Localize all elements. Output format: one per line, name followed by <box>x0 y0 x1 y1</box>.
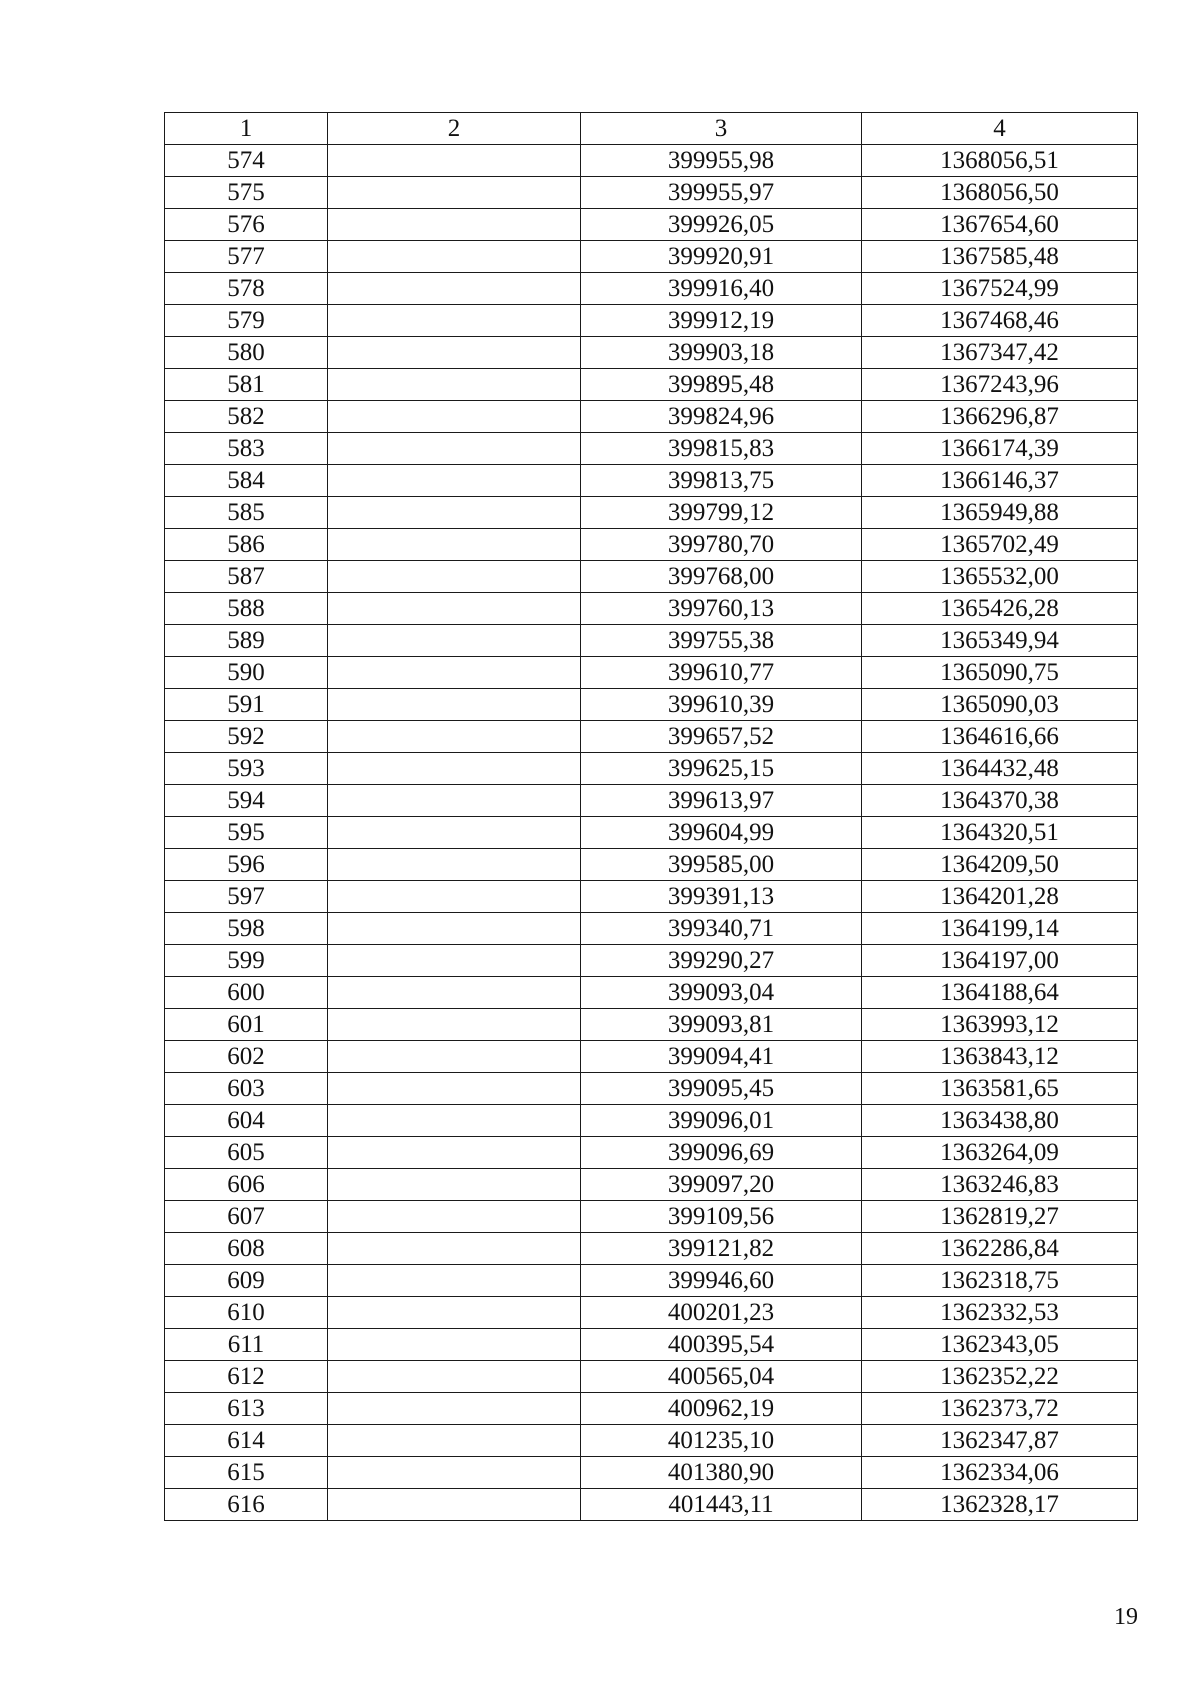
table-cell-col-1: 582 <box>165 401 328 433</box>
table-cell-col-3: 399096,69 <box>581 1137 862 1169</box>
table-cell-col-1: 586 <box>165 529 328 561</box>
table-cell-col-4: 1365090,03 <box>862 689 1138 721</box>
table-cell-col-1: 592 <box>165 721 328 753</box>
table-cell-col-2 <box>328 433 581 465</box>
table-cell-col-3: 399610,77 <box>581 657 862 689</box>
table-cell-col-4: 1362332,53 <box>862 1297 1138 1329</box>
table-cell-col-4: 1365090,75 <box>862 657 1138 689</box>
table-cell-col-3: 400962,19 <box>581 1393 862 1425</box>
table-row <box>165 241 1138 273</box>
table-cell-col-3: 399955,98 <box>581 145 862 177</box>
table-cell-col-1: 591 <box>165 689 328 721</box>
table-cell-col-2 <box>328 945 581 977</box>
table-cell-col-2 <box>328 1073 581 1105</box>
table-cell-col-2 <box>328 849 581 881</box>
table-cell-col-1: 613 <box>165 1393 328 1425</box>
table-cell-col-1: 612 <box>165 1361 328 1393</box>
table-row <box>165 593 1138 625</box>
table-cell-col-1: 610 <box>165 1297 328 1329</box>
table-cell-col-4: 1363264,09 <box>862 1137 1138 1169</box>
table-cell-col-2 <box>328 977 581 1009</box>
table-cell-col-3: 400565,04 <box>581 1361 862 1393</box>
table-cell-col-1: 600 <box>165 977 328 1009</box>
table-cell-col-2 <box>328 273 581 305</box>
table-cell-col-1: 615 <box>165 1457 328 1489</box>
table-cell-col-4: 1366174,39 <box>862 433 1138 465</box>
table-cell-col-4: 1367585,48 <box>862 241 1138 273</box>
table-cell-col-4: 1364432,48 <box>862 753 1138 785</box>
table-cell-col-1: 579 <box>165 305 328 337</box>
table-cell-col-4: 1363993,12 <box>862 1009 1138 1041</box>
table-row <box>165 1233 1138 1265</box>
table-row <box>165 1041 1138 1073</box>
table-cell-col-3: 401443,11 <box>581 1489 862 1521</box>
table-cell-col-4: 1363246,83 <box>862 1169 1138 1201</box>
table-cell-col-3: 399109,56 <box>581 1201 862 1233</box>
coordinates-table <box>164 112 1138 1521</box>
table-cell-col-1: 578 <box>165 273 328 305</box>
table-row <box>165 1425 1138 1457</box>
table-row <box>165 689 1138 721</box>
table-body <box>165 145 1138 1521</box>
table-cell-col-1: 597 <box>165 881 328 913</box>
table-cell-col-1: 575 <box>165 177 328 209</box>
table-cell-col-1: 589 <box>165 625 328 657</box>
table-cell-col-4: 1367347,42 <box>862 337 1138 369</box>
table-row <box>165 849 1138 881</box>
table-row <box>165 337 1138 369</box>
table-row <box>165 1105 1138 1137</box>
table-cell-col-3: 400201,23 <box>581 1297 862 1329</box>
table-row <box>165 1329 1138 1361</box>
table-cell-col-2 <box>328 145 581 177</box>
table-cell-col-3: 399096,01 <box>581 1105 862 1137</box>
table-cell-col-2 <box>328 785 581 817</box>
table-cell-col-3: 399657,52 <box>581 721 862 753</box>
table-cell-col-3: 399391,13 <box>581 881 862 913</box>
table-cell-col-1: 599 <box>165 945 328 977</box>
table-cell-col-1: 596 <box>165 849 328 881</box>
table-cell-col-1: 603 <box>165 1073 328 1105</box>
table-row <box>165 433 1138 465</box>
table-cell-col-3: 399121,82 <box>581 1233 862 1265</box>
table-cell-col-1: 607 <box>165 1201 328 1233</box>
table-cell-col-4: 1367654,60 <box>862 209 1138 241</box>
table-cell-col-3: 399955,97 <box>581 177 862 209</box>
table-cell-col-3: 399604,99 <box>581 817 862 849</box>
table-row <box>165 273 1138 305</box>
table-cell-col-4: 1366296,87 <box>862 401 1138 433</box>
table-row <box>165 1361 1138 1393</box>
table-cell-col-3: 399290,27 <box>581 945 862 977</box>
table-row <box>165 529 1138 561</box>
table-cell-col-1: 609 <box>165 1265 328 1297</box>
table-cell-col-2 <box>328 401 581 433</box>
table-cell-col-4: 1363581,65 <box>862 1073 1138 1105</box>
table-cell-col-2 <box>328 1041 581 1073</box>
table-cell-col-2 <box>328 465 581 497</box>
table-cell-col-1: 598 <box>165 913 328 945</box>
table-row <box>165 945 1138 977</box>
table-row <box>165 561 1138 593</box>
table-cell-col-1: 602 <box>165 1041 328 1073</box>
table-cell-col-3: 399093,04 <box>581 977 862 1009</box>
table-row <box>165 465 1138 497</box>
table-cell-col-2 <box>328 657 581 689</box>
table-header <box>165 113 1138 145</box>
table-row <box>165 1297 1138 1329</box>
table-row <box>165 1457 1138 1489</box>
table-cell-col-2 <box>328 305 581 337</box>
table-row <box>165 401 1138 433</box>
table-cell-col-4: 1363843,12 <box>862 1041 1138 1073</box>
table-cell-col-1: 574 <box>165 145 328 177</box>
table-cell-col-1: 580 <box>165 337 328 369</box>
table-cell-col-4: 1362318,75 <box>862 1265 1138 1297</box>
table-cell-col-2 <box>328 561 581 593</box>
header-row <box>165 113 1138 145</box>
table-cell-col-2 <box>328 1009 581 1041</box>
table-cell-col-4: 1363438,80 <box>862 1105 1138 1137</box>
table-cell-col-2 <box>328 881 581 913</box>
table-cell-col-4: 1364209,50 <box>862 849 1138 881</box>
table-cell-col-2 <box>328 1361 581 1393</box>
table-cell-col-4: 1362328,17 <box>862 1489 1138 1521</box>
table-cell-col-1: 601 <box>165 1009 328 1041</box>
table-cell-col-4: 1365426,28 <box>862 593 1138 625</box>
table-cell-col-3: 399920,91 <box>581 241 862 273</box>
table-cell-col-3: 399916,40 <box>581 273 862 305</box>
table-row <box>165 177 1138 209</box>
header-col-3: 3 <box>581 113 862 145</box>
table-row <box>165 1265 1138 1297</box>
table-cell-col-3: 399946,60 <box>581 1265 862 1297</box>
table-row <box>165 817 1138 849</box>
table-cell-col-3: 399815,83 <box>581 433 862 465</box>
table-cell-col-1: 577 <box>165 241 328 273</box>
table-cell-col-3: 399895,48 <box>581 369 862 401</box>
table-cell-col-1: 594 <box>165 785 328 817</box>
table-row <box>165 753 1138 785</box>
table-cell-col-4: 1362343,05 <box>862 1329 1138 1361</box>
table-cell-col-3: 399613,97 <box>581 785 862 817</box>
table-cell-col-4: 1362373,72 <box>862 1393 1138 1425</box>
table-cell-col-2 <box>328 1425 581 1457</box>
table-cell-col-3: 399625,15 <box>581 753 862 785</box>
table-row <box>165 657 1138 689</box>
table-cell-col-4: 1364197,00 <box>862 945 1138 977</box>
table-cell-col-2 <box>328 1137 581 1169</box>
table-cell-col-4: 1368056,51 <box>862 145 1138 177</box>
table-cell-col-3: 399903,18 <box>581 337 862 369</box>
table-row <box>165 1073 1138 1105</box>
table-cell-col-2 <box>328 177 581 209</box>
table-cell-col-2 <box>328 209 581 241</box>
table-row <box>165 785 1138 817</box>
table-cell-col-2 <box>328 913 581 945</box>
table-cell-col-1: 587 <box>165 561 328 593</box>
table-row <box>165 977 1138 1009</box>
table-cell-col-4: 1364201,28 <box>862 881 1138 913</box>
table-cell-col-3: 399340,71 <box>581 913 862 945</box>
table-cell-col-1: 605 <box>165 1137 328 1169</box>
table-cell-col-3: 399799,12 <box>581 497 862 529</box>
table-cell-col-1: 584 <box>165 465 328 497</box>
table-cell-col-4: 1362352,22 <box>862 1361 1138 1393</box>
table-cell-col-4: 1364188,64 <box>862 977 1138 1009</box>
table-cell-col-2 <box>328 1489 581 1521</box>
table-cell-col-2 <box>328 625 581 657</box>
header-col-1: 1 <box>165 113 328 145</box>
table-row <box>165 1169 1138 1201</box>
table-cell-col-4: 1367524,99 <box>862 273 1138 305</box>
table-cell-col-4: 1362286,84 <box>862 1233 1138 1265</box>
page-number: 19 <box>1114 1604 1138 1630</box>
table-cell-col-4: 1367243,96 <box>862 369 1138 401</box>
table-cell-col-3: 399093,81 <box>581 1009 862 1041</box>
table-cell-col-3: 399912,19 <box>581 305 862 337</box>
header-col-2: 2 <box>328 113 581 145</box>
table-cell-col-2 <box>328 689 581 721</box>
table-cell-col-2 <box>328 497 581 529</box>
table-cell-col-3: 399768,00 <box>581 561 862 593</box>
table-cell-col-2 <box>328 721 581 753</box>
table-cell-col-4: 1364370,38 <box>862 785 1138 817</box>
table-cell-col-2 <box>328 593 581 625</box>
table-row <box>165 1489 1138 1521</box>
table-cell-col-4: 1364320,51 <box>862 817 1138 849</box>
table-row <box>165 497 1138 529</box>
table-cell-col-1: 614 <box>165 1425 328 1457</box>
table-cell-col-3: 399926,05 <box>581 209 862 241</box>
table-cell-col-4: 1365532,00 <box>862 561 1138 593</box>
table-cell-col-1: 608 <box>165 1233 328 1265</box>
table-cell-col-1: 595 <box>165 817 328 849</box>
table-cell-col-3: 399094,41 <box>581 1041 862 1073</box>
table-cell-col-3: 401235,10 <box>581 1425 862 1457</box>
table-row <box>165 1009 1138 1041</box>
table-cell-col-4: 1367468,46 <box>862 305 1138 337</box>
table-row <box>165 1393 1138 1425</box>
table-cell-col-2 <box>328 753 581 785</box>
table-cell-col-4: 1364199,14 <box>862 913 1138 945</box>
table-cell-col-1: 576 <box>165 209 328 241</box>
table-cell-col-3: 399760,13 <box>581 593 862 625</box>
table-cell-col-1: 604 <box>165 1105 328 1137</box>
table-row <box>165 881 1138 913</box>
table-cell-col-2 <box>328 1201 581 1233</box>
table-cell-col-2 <box>328 1265 581 1297</box>
table-cell-col-1: 606 <box>165 1169 328 1201</box>
table-cell-col-4: 1365949,88 <box>862 497 1138 529</box>
table-cell-col-2 <box>328 241 581 273</box>
table-cell-col-1: 585 <box>165 497 328 529</box>
table-cell-col-2 <box>328 1297 581 1329</box>
table-row <box>165 305 1138 337</box>
table-cell-col-2 <box>328 817 581 849</box>
table-row <box>165 145 1138 177</box>
table-cell-col-3: 399585,00 <box>581 849 862 881</box>
table-cell-col-4: 1368056,50 <box>862 177 1138 209</box>
table-cell-col-4: 1362334,06 <box>862 1457 1138 1489</box>
header-col-4: 4 <box>862 113 1138 145</box>
table-cell-col-3: 399813,75 <box>581 465 862 497</box>
table-cell-col-1: 611 <box>165 1329 328 1361</box>
table-cell-col-3: 399610,39 <box>581 689 862 721</box>
table-cell-col-1: 593 <box>165 753 328 785</box>
table-cell-col-3: 399780,70 <box>581 529 862 561</box>
table-cell-col-2 <box>328 1457 581 1489</box>
table-row <box>165 209 1138 241</box>
table-cell-col-4: 1362819,27 <box>862 1201 1138 1233</box>
table-row <box>165 625 1138 657</box>
table-row <box>165 913 1138 945</box>
table-cell-col-4: 1365702,49 <box>862 529 1138 561</box>
table-cell-col-3: 400395,54 <box>581 1329 862 1361</box>
table-cell-col-1: 590 <box>165 657 328 689</box>
table-cell-col-4: 1366146,37 <box>862 465 1138 497</box>
table-cell-col-3: 399755,38 <box>581 625 862 657</box>
table-cell-col-4: 1364616,66 <box>862 721 1138 753</box>
table-cell-col-4: 1365349,94 <box>862 625 1138 657</box>
table-cell-col-2 <box>328 369 581 401</box>
table-cell-col-2 <box>328 529 581 561</box>
table-cell-col-3: 399824,96 <box>581 401 862 433</box>
table-cell-col-1: 616 <box>165 1489 328 1521</box>
table-cell-col-2 <box>328 1393 581 1425</box>
table-cell-col-2 <box>328 337 581 369</box>
table-row <box>165 1137 1138 1169</box>
table-cell-col-3: 401380,90 <box>581 1457 862 1489</box>
table-cell-col-1: 583 <box>165 433 328 465</box>
table-row <box>165 721 1138 753</box>
table-cell-col-1: 581 <box>165 369 328 401</box>
table-cell-col-2 <box>328 1169 581 1201</box>
table-cell-col-2 <box>328 1105 581 1137</box>
table-cell-col-1: 588 <box>165 593 328 625</box>
table-row <box>165 369 1138 401</box>
table-cell-col-3: 399095,45 <box>581 1073 862 1105</box>
table-row <box>165 1201 1138 1233</box>
table-cell-col-2 <box>328 1329 581 1361</box>
table-cell-col-2 <box>328 1233 581 1265</box>
table-cell-col-3: 399097,20 <box>581 1169 862 1201</box>
table-cell-col-4: 1362347,87 <box>862 1425 1138 1457</box>
